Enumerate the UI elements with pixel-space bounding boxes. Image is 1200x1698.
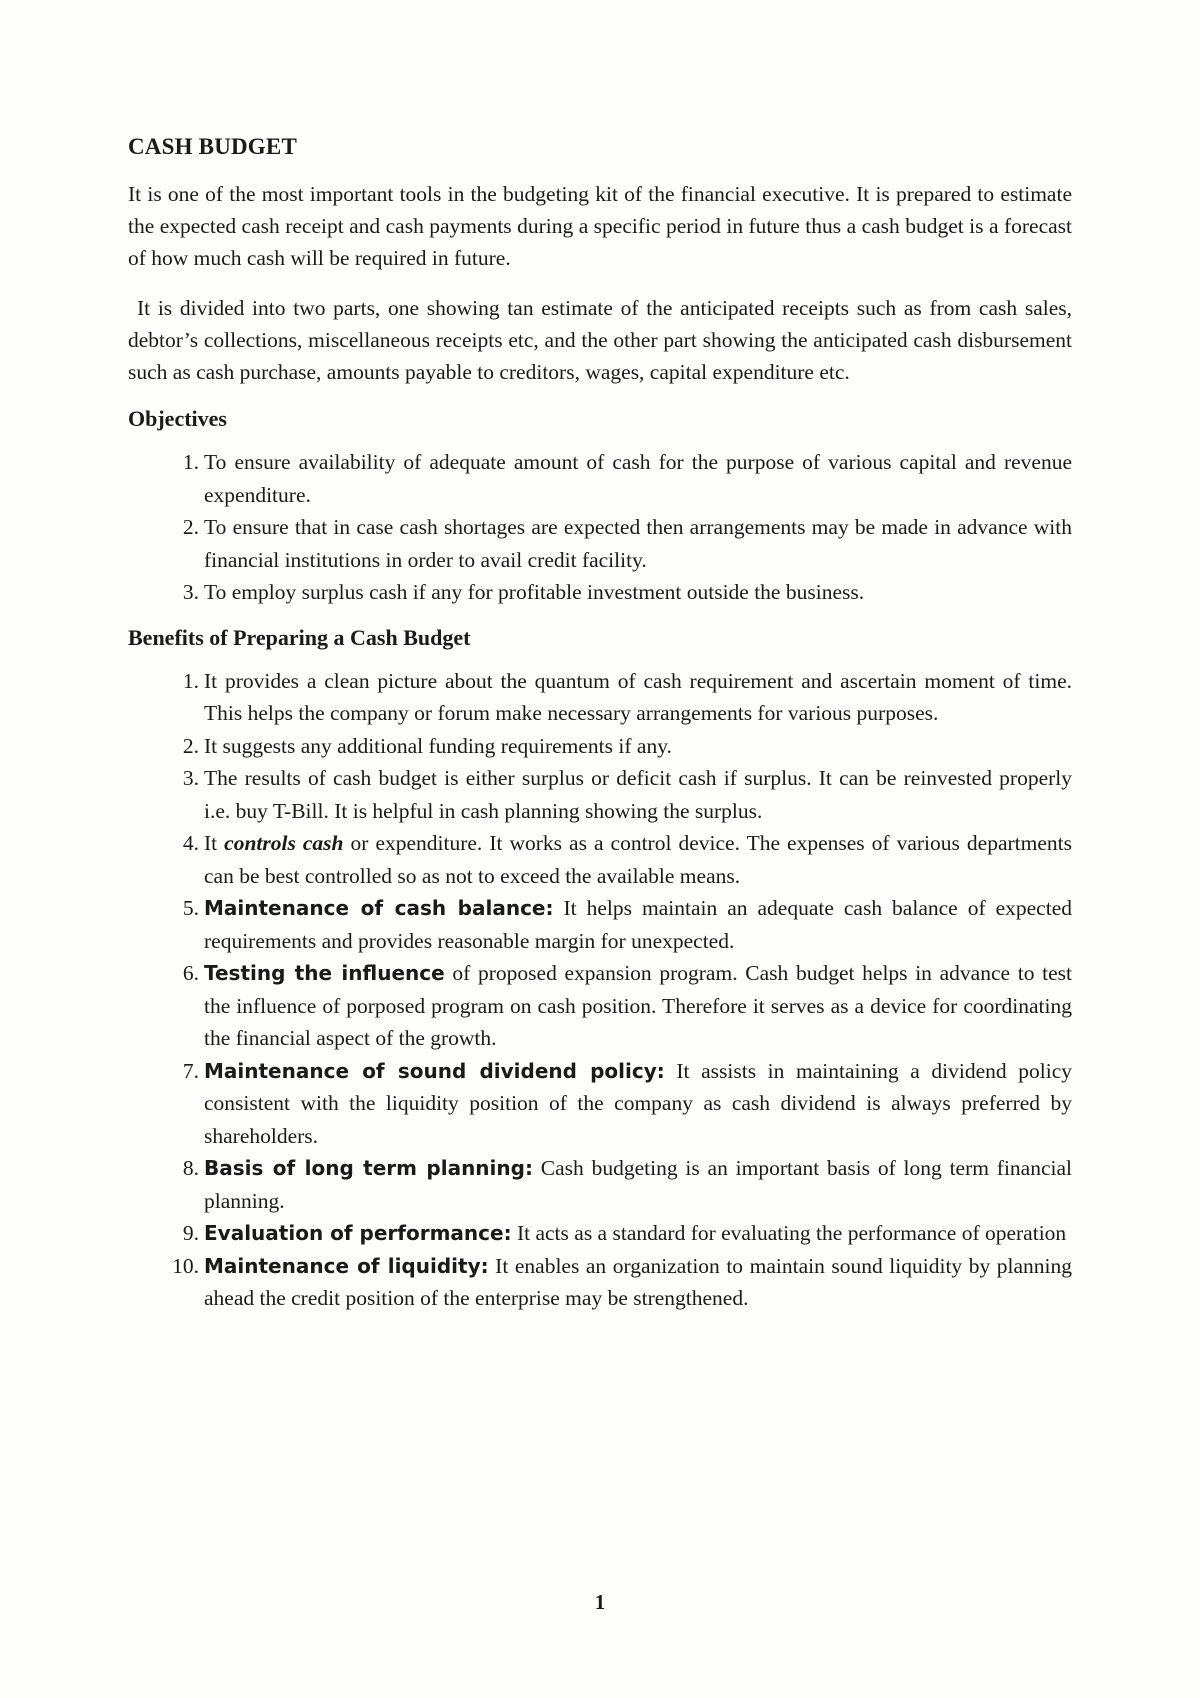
objectives-list: [128, 446, 1072, 609]
item-lead: Basis of long term planning:: [204, 1156, 533, 1180]
item-lead: Maintenance of cash balance:: [204, 896, 554, 920]
item-lead: Maintenance of sound dividend policy:: [204, 1058, 665, 1083]
objectives-heading: Objectives: [128, 406, 227, 431]
list-item: 8. Basis of long term planning: Cash budgeting is an important basis of long term financial planning.: [182, 1156, 1072, 1213]
list-item: 3. To employ surplus cash if any for profitable investment outside the business.: [182, 580, 865, 604]
intro-paragraph-1: It is one of the most important tools in the budgeting kit of the financial executive. It is prepared to estimate the expected cash receipt and cash payments during a specific period in future thus a cash budget is a forecast of how much cash will be required in future.: [128, 182, 1072, 270]
list-item: 2. It suggests any additional funding requirements if any.: [182, 733, 672, 758]
list-item: 1. It provides a clean picture about the quantum of cash requirement and ascertain moment of time. This helps the company or forum make necessary arrangements for various purposes.: [182, 668, 1072, 725]
list-item: 1. To ensure availability of adequate amount of cash for the purpose of various capital and revenue expenditure.: [182, 450, 1072, 507]
list-item: 2. To ensure that in case cash shortages are expected then arrangements may be made in advance with financial institutions in order to avail credit facility.: [182, 515, 1072, 572]
list-item: 6. Testing the influence of proposed expansion program. Cash budget helps in advance to test the influence of porposed program on cash position. Therefore it serves as a device for coordinating the financial aspect of the growth.: [182, 961, 1072, 1050]
item-lead: Testing the influence: [204, 961, 445, 985]
item-lead: Evaluation of performance:: [204, 1221, 512, 1245]
intro-paragraph-2: It is divided into two parts, one showing tan estimate of the anticipated receipts such as from cash sales, debtor’s collections, miscellaneous receipts etc, and the other part showing the anticipated cash disbursement such as cash purchase, amounts payable to creditors, wages, capital expenditure etc.: [128, 296, 1072, 384]
benefits-heading: Benefits of Preparing a Cash Budget: [128, 624, 471, 650]
list-item: 5. Maintenance of cash balance: It helps maintain an adequate cash balance of expected requirements and provides reasonable margin for unexpected.: [182, 896, 1072, 953]
benefits-list: [128, 665, 1072, 1315]
item-lead: Maintenance of liquidity:: [204, 1253, 489, 1278]
list-item: 7. Maintenance of sound dividend policy: It assists in maintaining a dividend policy consistent with the liquidity position of the company as cash dividend is always preferred by shareholders.: [182, 1058, 1072, 1148]
list-item: 9. Evaluation of performance: It acts as a standard for evaluating the performance of operation: [182, 1221, 1067, 1245]
emphasis: controls cash: [224, 831, 344, 855]
list-item: 3. The results of cash budget is either surplus or deficit cash if surplus. It can be reinvested properly i.e. buy T-Bill. It is helpful in cash planning showing the surplus.: [182, 766, 1072, 823]
list-item: 4. It controls cash or expenditure. It works as a control device. The expenses of various departments can be best controlled so as not to exceed the available means.: [182, 831, 1072, 888]
list-item: 10. Maintenance of liquidity: It enables an organization to maintain sound liquidity by planning ahead the credit position of the enterprise may be strengthened.: [172, 1253, 1073, 1310]
page-number: 1: [594, 1590, 606, 1614]
page-title: CASH BUDGET: [128, 134, 297, 159]
